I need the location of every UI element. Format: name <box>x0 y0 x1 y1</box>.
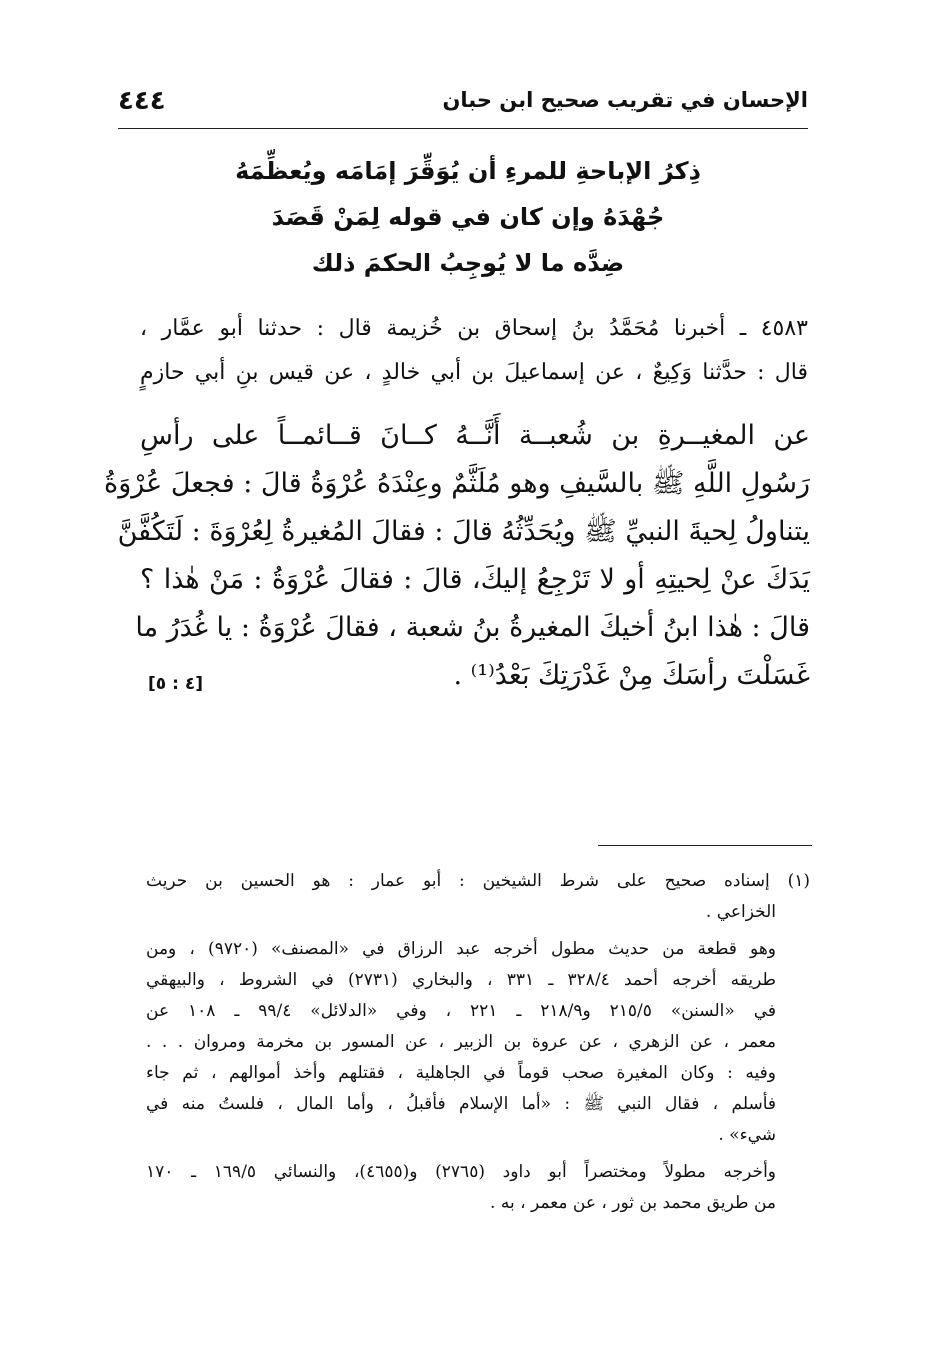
footnote-paragraph <box>146 866 810 928</box>
chapter-heading-line: ذِكرُ الإباحةِ للمرءِ أن يُوَقِّرَ إمَامَه ويُعظِّمَهُ <box>235 157 701 185</box>
footnote-line: (١) إسناده صحيح على شرط الشيخين : أبو عمار : هو الحسين بن حريث <box>146 871 810 891</box>
footnote-line: وفيه : وكان المغيرة صحب قوماً في الجاهلية ، فقتلهم وأخذ أموالهم ، ثم جاء <box>146 1063 776 1083</box>
footnote-line: فأسلم ، فقال النبي ﷺ : «أما الإسلام فأقبلُ ، وأما المال ، فلستُ منه في <box>146 1094 776 1114</box>
footnotes <box>146 866 810 1225</box>
running-header <box>118 84 808 129</box>
footnote-line: في «السنن» ٢١٥/٥ و٢١٨/٩ ـ ٢٢١ ، وفي «الدلائل» ٩٩/٤ ـ ١٠٨ عن <box>146 1001 776 1021</box>
footnote-line: وهو قطعة من حديث مطول أخرجه عبد الرزاق في «المصنف» (٩٧٢٠) ، ومن <box>146 939 776 959</box>
hadith-line: عن المغيــرةِ بن شُعبــة أَنَّــهُ كــانَ قــائمــاً على رأسِ <box>140 420 810 451</box>
book-title: الإحسان في تقريب صحيح ابن حبان <box>442 88 808 112</box>
chapter-heading <box>150 148 786 286</box>
footnote-line: من طريق محمد بن ثور ، عن معمر ، به . <box>490 1193 776 1213</box>
footnote-line: معمر ، عن الزهري ، عن عروة بن الزبير ، عن المسور بن مخرمة ومروان . . . <box>146 1032 776 1052</box>
footnote-line: طريقه أخرجه أحمد ٣٢٨/٤ ـ ٣٣١ ، والبخاري (٢٧٣١) في الشروط ، والبيهقي <box>146 970 776 990</box>
footnote-line: الخزاعي . <box>705 902 776 922</box>
hadith-line: قالَ : هٰذا ابنُ أخيكَ المغيرةُ بنُ شعبة ، فقالَ عُرْوَةُ : يا غُدَرُ ما <box>135 612 810 643</box>
footnote-separator <box>598 845 812 846</box>
isnad-paragraph <box>140 307 808 395</box>
hadith-line: رَسُولِ اللَّهِ ﷺ بالسَّيفِ وهو مُلَثَّمٌ وعِنْدَهُ عُرْوَةُ قالَ : فجعلَ عُرْوَةُ <box>104 468 810 499</box>
isnad-line: قال : حدَّثنا وَكِيعٌ ، عن إسماعيلَ بن أبي خالدٍ ، عن قيس بنِ أبي حازمٍ <box>140 360 808 385</box>
footnote-line: شيء» . <box>718 1125 776 1145</box>
hadith-line: يتناولُ لِحيةَ النبيِّ ﷺ ويُحَدِّثُهُ قالَ : فقالَ المُغيرةُ لِعُرْوَةَ : لَتَكُفَّنَّ <box>117 516 810 547</box>
hadith-line: غَسَلْتَ رأسَكَ مِنْ غَدْرَتِكَ بَعْدُ⁽¹⁾ . <box>453 660 810 691</box>
hadith-text <box>104 412 810 700</box>
hadith-line: يَدَكَ عنْ لِحيتِهِ أو لا تَرْجِعُ إليكَ، قالَ : فقالَ عُرْوَةُ : مَنْ هٰذا ؟ <box>140 564 810 595</box>
footnote-paragraph <box>146 934 776 1151</box>
isnad-line: ٤٥٨٣ ـ أخبرنا مُحَمَّدُ بنُ إسحاق بن خُزيمة قال : حدثنا أبو عمَّار ، <box>140 316 808 341</box>
chapter-heading-line: جُهْدَهُ وإن كان في قوله لِمَنْ قَصَدَ <box>271 203 665 231</box>
footnote-paragraph <box>146 1157 776 1219</box>
chapter-heading-line: ضِدَّه ما لا يُوجِبُ الحكمَ ذلك <box>311 249 625 277</box>
footnote-line: وأخرجه مطولاً ومختصراً أبو داود (٢٧٦٥) و(٤٦٥٥)، والنسائي ١٦٩/٥ ـ ١٧٠ <box>146 1162 777 1182</box>
page-number: ٤٤٤ <box>118 86 166 116</box>
hadith-reference: [٤ : ٥] <box>148 674 203 694</box>
